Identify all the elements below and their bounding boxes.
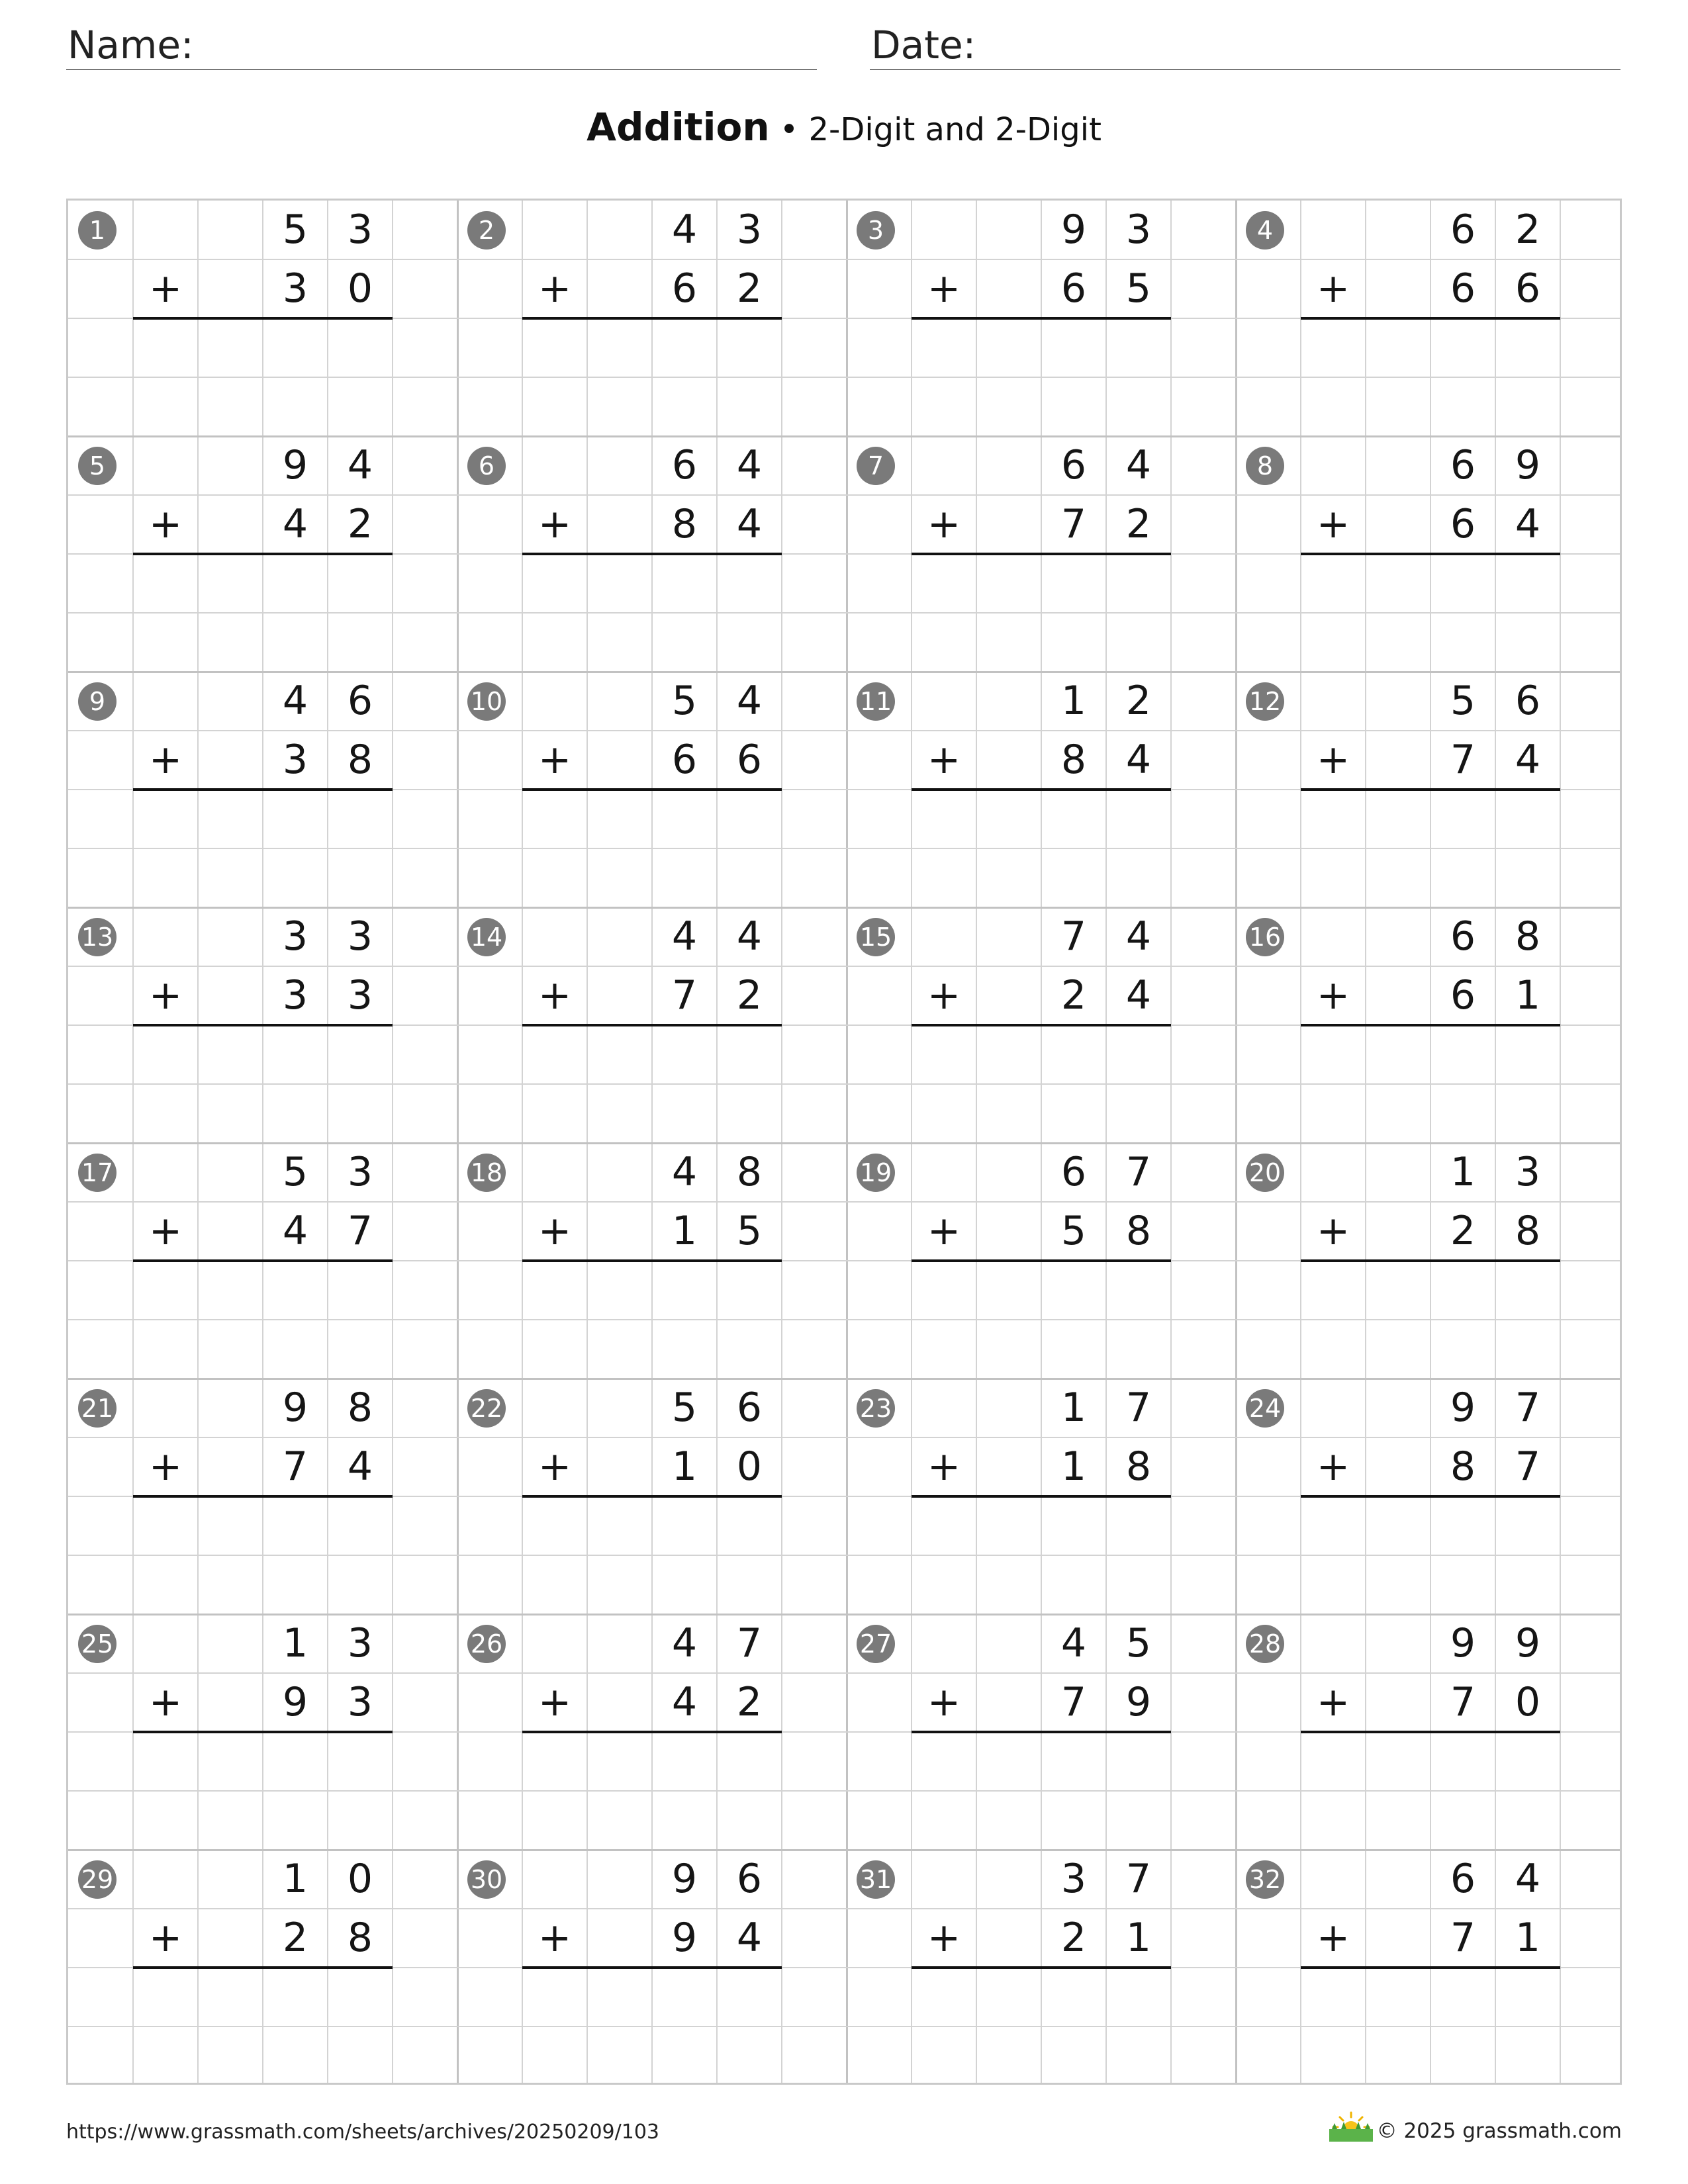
bottom-ones-digit: 4 — [736, 501, 763, 547]
addition-problem — [68, 1850, 457, 2085]
answer-line — [133, 317, 393, 320]
bottom-tens-digit: 3 — [282, 737, 308, 783]
problem-number-badge: 19 — [857, 1154, 895, 1192]
addition-problem — [1236, 1614, 1625, 1850]
answer-line — [1301, 1966, 1560, 1969]
problem-number-badge: 25 — [78, 1625, 117, 1663]
plus-sign: + — [148, 737, 183, 783]
bottom-ones-digit: 2 — [736, 972, 763, 1019]
bottom-ones-digit: 8 — [347, 737, 373, 783]
bottom-ones-digit: 1 — [1515, 972, 1541, 1019]
bottom-ones-digit: 8 — [1125, 1208, 1152, 1254]
plus-sign: + — [538, 1679, 572, 1725]
plus-sign: + — [148, 501, 183, 547]
bottom-ones-digit: 4 — [736, 1915, 763, 1961]
bottom-ones-digit: 6 — [736, 737, 763, 783]
problem-number-badge: 17 — [78, 1154, 117, 1192]
problem-number-badge: 9 — [78, 682, 117, 721]
addition-problem — [847, 907, 1236, 1143]
answer-line — [912, 1495, 1171, 1498]
bottom-tens-digit: 7 — [282, 1443, 308, 1490]
bottom-tens-digit: 7 — [1450, 1915, 1476, 1961]
top-tens-digit: 6 — [1450, 206, 1476, 253]
addition-problem — [68, 436, 457, 672]
top-ones-digit: 3 — [347, 206, 373, 253]
bottom-ones-digit: 4 — [1125, 737, 1152, 783]
bottom-tens-digit: 1 — [1060, 1443, 1087, 1490]
top-tens-digit: 1 — [1450, 1149, 1476, 1195]
bottom-ones-digit: 2 — [736, 265, 763, 312]
top-tens-digit: 4 — [671, 206, 698, 253]
top-ones-digit: 4 — [1125, 913, 1152, 960]
bottom-tens-digit: 7 — [1450, 1679, 1476, 1725]
problem-number-badge: 7 — [857, 447, 895, 485]
plus-sign: + — [1316, 1208, 1350, 1254]
bottom-ones-digit: 7 — [1515, 1443, 1541, 1490]
answer-line — [1301, 553, 1560, 555]
top-tens-digit: 9 — [1450, 1620, 1476, 1666]
bottom-ones-digit: 5 — [736, 1208, 763, 1254]
bottom-tens-digit: 8 — [671, 501, 698, 547]
bottom-ones-digit: 4 — [1125, 972, 1152, 1019]
top-tens-digit: 6 — [1450, 913, 1476, 960]
answer-line — [1301, 1731, 1560, 1733]
problem-number-badge: 20 — [1246, 1154, 1284, 1192]
name-label: Name: — [68, 23, 194, 68]
top-ones-digit: 3 — [347, 1149, 373, 1195]
problem-number-badge: 27 — [857, 1625, 895, 1663]
top-tens-digit: 1 — [282, 1856, 308, 1902]
top-ones-digit: 6 — [736, 1856, 763, 1902]
top-tens-digit: 9 — [1060, 206, 1087, 253]
top-tens-digit: 1 — [1060, 678, 1087, 724]
bottom-tens-digit: 3 — [282, 265, 308, 312]
addition-problem — [847, 1850, 1236, 2085]
answer-line — [522, 1731, 782, 1733]
bottom-ones-digit: 4 — [1515, 501, 1541, 547]
plus-sign: + — [927, 1443, 961, 1490]
top-tens-digit: 1 — [282, 1620, 308, 1666]
top-ones-digit: 8 — [347, 1385, 373, 1431]
footer-url: https://www.grassmath.com/sheets/archives/20250209/103 — [66, 2120, 660, 2144]
problem-number-badge: 22 — [467, 1389, 506, 1428]
answer-line — [522, 788, 782, 791]
plus-sign: + — [538, 501, 572, 547]
top-ones-digit: 7 — [1515, 1385, 1541, 1431]
addition-problem — [68, 672, 457, 907]
top-tens-digit: 5 — [282, 1149, 308, 1195]
problem-number-badge: 21 — [78, 1389, 117, 1428]
problem-number-badge: 26 — [467, 1625, 506, 1663]
bottom-ones-digit: 2 — [1125, 501, 1152, 547]
top-tens-digit: 4 — [671, 913, 698, 960]
top-tens-digit: 7 — [1060, 913, 1087, 960]
top-ones-digit: 9 — [1515, 1620, 1541, 1666]
top-ones-digit: 8 — [1515, 913, 1541, 960]
date-field[interactable] — [870, 25, 1620, 70]
addition-problem — [457, 907, 847, 1143]
addition-problem — [457, 1850, 847, 2085]
plus-sign: + — [538, 1208, 572, 1254]
top-ones-digit: 3 — [736, 206, 763, 253]
top-ones-digit: 6 — [1515, 678, 1541, 724]
bottom-tens-digit: 4 — [282, 1208, 308, 1254]
bottom-ones-digit: 0 — [347, 265, 373, 312]
top-ones-digit: 0 — [347, 1856, 373, 1902]
problem-number-badge: 29 — [78, 1860, 117, 1899]
problem-number-badge: 1 — [78, 211, 117, 250]
problem-number-badge: 4 — [1246, 211, 1284, 250]
bottom-tens-digit: 9 — [282, 1679, 308, 1725]
problem-number-badge: 5 — [78, 447, 117, 485]
top-tens-digit: 5 — [282, 206, 308, 253]
plus-sign: + — [148, 1679, 183, 1725]
answer-line — [912, 1731, 1171, 1733]
answer-line — [522, 1259, 782, 1262]
addition-problem — [68, 907, 457, 1143]
bottom-ones-digit: 0 — [736, 1443, 763, 1490]
plus-sign: + — [148, 265, 183, 312]
bottom-tens-digit: 3 — [282, 972, 308, 1019]
top-ones-digit: 6 — [736, 1385, 763, 1431]
top-tens-digit: 3 — [282, 913, 308, 960]
top-tens-digit: 9 — [671, 1856, 698, 1902]
bottom-tens-digit: 7 — [1060, 501, 1087, 547]
top-ones-digit: 2 — [1125, 678, 1152, 724]
addition-problem — [457, 201, 847, 436]
top-tens-digit: 9 — [282, 1385, 308, 1431]
top-tens-digit: 4 — [282, 678, 308, 724]
plus-sign: + — [927, 737, 961, 783]
plus-sign: + — [1316, 1915, 1350, 1961]
addition-problem — [847, 201, 1236, 436]
bottom-tens-digit: 6 — [1060, 265, 1087, 312]
top-tens-digit: 5 — [671, 1385, 698, 1431]
problem-number-badge: 28 — [1246, 1625, 1284, 1663]
top-ones-digit: 2 — [1515, 206, 1541, 253]
top-ones-digit: 9 — [1515, 442, 1541, 488]
answer-line — [133, 1259, 393, 1262]
problem-number-badge: 32 — [1246, 1860, 1284, 1899]
addition-problem — [1236, 1379, 1625, 1614]
bottom-tens-digit: 7 — [1060, 1679, 1087, 1725]
addition-problem — [457, 1143, 847, 1379]
bottom-ones-digit: 1 — [1125, 1915, 1152, 1961]
answer-line — [133, 788, 393, 791]
top-ones-digit: 8 — [736, 1149, 763, 1195]
top-ones-digit: 4 — [736, 442, 763, 488]
bottom-ones-digit: 0 — [1515, 1679, 1541, 1725]
addition-problem — [1236, 672, 1625, 907]
top-ones-digit: 4 — [1515, 1856, 1541, 1902]
addition-problem — [847, 436, 1236, 672]
plus-sign: + — [538, 1443, 572, 1490]
answer-line — [1301, 788, 1560, 791]
worksheet-title — [0, 105, 1688, 150]
top-tens-digit: 6 — [1060, 442, 1087, 488]
bottom-ones-digit: 8 — [1125, 1443, 1152, 1490]
top-ones-digit: 7 — [736, 1620, 763, 1666]
answer-line — [522, 1024, 782, 1026]
bottom-ones-digit: 4 — [347, 1443, 373, 1490]
top-ones-digit: 4 — [736, 678, 763, 724]
bottom-tens-digit: 2 — [1060, 1915, 1087, 1961]
bottom-ones-digit: 2 — [736, 1679, 763, 1725]
bottom-tens-digit: 7 — [671, 972, 698, 1019]
top-tens-digit: 9 — [1450, 1385, 1476, 1431]
bottom-tens-digit: 1 — [671, 1443, 698, 1490]
answer-line — [133, 1024, 393, 1026]
answer-line — [522, 553, 782, 555]
bottom-ones-digit: 3 — [347, 972, 373, 1019]
addition-problem — [1236, 1850, 1625, 2085]
problem-number-badge: 14 — [467, 918, 506, 956]
problem-number-badge: 3 — [857, 211, 895, 250]
answer-line — [522, 1495, 782, 1498]
footer-copyright: © 2025 grassmath.com — [1376, 2119, 1622, 2143]
problem-number-badge: 11 — [857, 682, 895, 721]
top-ones-digit: 6 — [347, 678, 373, 724]
bottom-tens-digit: 2 — [1060, 972, 1087, 1019]
plus-sign: + — [1316, 501, 1350, 547]
plus-sign: + — [927, 972, 961, 1019]
addition-problem — [457, 672, 847, 907]
answer-line — [522, 1966, 782, 1969]
answer-line — [912, 1024, 1171, 1026]
bottom-ones-digit: 9 — [1125, 1679, 1152, 1725]
top-tens-digit: 4 — [1060, 1620, 1087, 1666]
addition-problem — [1236, 907, 1625, 1143]
bottom-tens-digit: 8 — [1450, 1443, 1476, 1490]
plus-sign: + — [1316, 1679, 1350, 1725]
top-tens-digit: 6 — [1450, 1856, 1476, 1902]
addition-problem — [847, 1143, 1236, 1379]
bottom-tens-digit: 6 — [1450, 265, 1476, 312]
answer-line — [1301, 1495, 1560, 1498]
addition-problem — [68, 201, 457, 436]
answer-line — [1301, 1024, 1560, 1026]
addition-problem — [1236, 1143, 1625, 1379]
bottom-ones-digit: 7 — [347, 1208, 373, 1254]
addition-problem — [847, 1614, 1236, 1850]
bottom-ones-digit: 8 — [1515, 1208, 1541, 1254]
problem-number-badge: 15 — [857, 918, 895, 956]
addition-problem — [457, 1614, 847, 1850]
bottom-ones-digit: 5 — [1125, 265, 1152, 312]
title-main: Addition — [586, 105, 770, 150]
bottom-ones-digit: 6 — [1515, 265, 1541, 312]
top-tens-digit: 4 — [671, 1620, 698, 1666]
plus-sign: + — [538, 972, 572, 1019]
answer-line — [1301, 1259, 1560, 1262]
addition-problem — [1236, 201, 1625, 436]
top-ones-digit: 7 — [1125, 1385, 1152, 1431]
bottom-tens-digit: 6 — [1450, 972, 1476, 1019]
plus-sign: + — [538, 1915, 572, 1961]
answer-line — [522, 317, 782, 320]
addition-problem — [457, 436, 847, 672]
bottom-ones-digit: 1 — [1515, 1915, 1541, 1961]
addition-problem — [457, 1379, 847, 1614]
bottom-ones-digit: 2 — [347, 501, 373, 547]
top-ones-digit: 7 — [1125, 1856, 1152, 1902]
addition-problem — [1236, 436, 1625, 672]
top-ones-digit: 4 — [1125, 442, 1152, 488]
top-tens-digit: 5 — [1450, 678, 1476, 724]
top-tens-digit: 6 — [671, 442, 698, 488]
top-tens-digit: 1 — [1060, 1385, 1087, 1431]
top-tens-digit: 9 — [282, 442, 308, 488]
answer-line — [133, 1966, 393, 1969]
name-field[interactable] — [66, 25, 817, 70]
problem-number-badge: 31 — [857, 1860, 895, 1899]
plus-sign: + — [148, 972, 183, 1019]
addition-problem — [68, 1143, 457, 1379]
problem-number-badge: 12 — [1246, 682, 1284, 721]
problem-number-badge: 2 — [467, 211, 506, 250]
bottom-tens-digit: 7 — [1450, 737, 1476, 783]
bottom-ones-digit: 4 — [1515, 737, 1541, 783]
bottom-tens-digit: 6 — [671, 737, 698, 783]
problem-number-badge: 24 — [1246, 1389, 1284, 1428]
plus-sign: + — [927, 265, 961, 312]
top-ones-digit: 3 — [347, 1620, 373, 1666]
plus-sign: + — [148, 1443, 183, 1490]
top-tens-digit: 6 — [1060, 1149, 1087, 1195]
bottom-tens-digit: 6 — [1450, 501, 1476, 547]
answer-line — [912, 1966, 1171, 1969]
bottom-ones-digit: 8 — [347, 1915, 373, 1961]
plus-sign: + — [927, 1679, 961, 1725]
top-tens-digit: 3 — [1060, 1856, 1087, 1902]
answer-line — [912, 788, 1171, 791]
problem-number-badge: 6 — [467, 447, 506, 485]
bottom-ones-digit: 3 — [347, 1679, 373, 1725]
top-tens-digit: 5 — [671, 678, 698, 724]
answer-line — [133, 1731, 393, 1733]
problem-number-badge: 18 — [467, 1154, 506, 1192]
problem-grid — [66, 199, 1622, 2085]
top-ones-digit: 7 — [1125, 1149, 1152, 1195]
plus-sign: + — [1316, 972, 1350, 1019]
problem-number-badge: 8 — [1246, 447, 1284, 485]
top-ones-digit: 3 — [1125, 206, 1152, 253]
top-ones-digit: 4 — [347, 442, 373, 488]
problem-number-badge: 30 — [467, 1860, 506, 1899]
bottom-tens-digit: 2 — [282, 1915, 308, 1961]
plus-sign: + — [538, 265, 572, 312]
bottom-tens-digit: 9 — [671, 1915, 698, 1961]
plus-sign: + — [148, 1915, 183, 1961]
bottom-tens-digit: 8 — [1060, 737, 1087, 783]
answer-line — [1301, 317, 1560, 320]
addition-problem — [847, 1379, 1236, 1614]
answer-line — [133, 1495, 393, 1498]
bottom-tens-digit: 4 — [282, 501, 308, 547]
title-subtitle: • 2-Digit and 2-Digit — [769, 111, 1102, 148]
plus-sign: + — [927, 1208, 961, 1254]
problem-number-badge: 16 — [1246, 918, 1284, 956]
top-tens-digit: 6 — [1450, 442, 1476, 488]
addition-problem — [68, 1379, 457, 1614]
bottom-tens-digit: 5 — [1060, 1208, 1087, 1254]
plus-sign: + — [1316, 1443, 1350, 1490]
addition-problem — [68, 1614, 457, 1850]
date-label: Date: — [871, 23, 976, 68]
bottom-tens-digit: 2 — [1450, 1208, 1476, 1254]
answer-line — [133, 553, 393, 555]
top-tens-digit: 4 — [671, 1149, 698, 1195]
bottom-tens-digit: 1 — [671, 1208, 698, 1254]
bottom-tens-digit: 4 — [671, 1679, 698, 1725]
problem-number-badge: 13 — [78, 918, 117, 956]
plus-sign: + — [1316, 265, 1350, 312]
sun-over-grass-icon — [1327, 2111, 1376, 2143]
plus-sign: + — [927, 1915, 961, 1961]
problem-number-badge: 23 — [857, 1389, 895, 1428]
plus-sign: + — [148, 1208, 183, 1254]
answer-line — [912, 553, 1171, 555]
bottom-tens-digit: 6 — [671, 265, 698, 312]
answer-line — [912, 317, 1171, 320]
plus-sign: + — [927, 501, 961, 547]
answer-line — [912, 1259, 1171, 1262]
addition-problem — [847, 672, 1236, 907]
top-ones-digit: 3 — [1515, 1149, 1541, 1195]
plus-sign: + — [538, 737, 572, 783]
top-ones-digit: 5 — [1125, 1620, 1152, 1666]
plus-sign: + — [1316, 737, 1350, 783]
top-ones-digit: 3 — [347, 913, 373, 960]
top-ones-digit: 4 — [736, 913, 763, 960]
problem-number-badge: 10 — [467, 682, 506, 721]
